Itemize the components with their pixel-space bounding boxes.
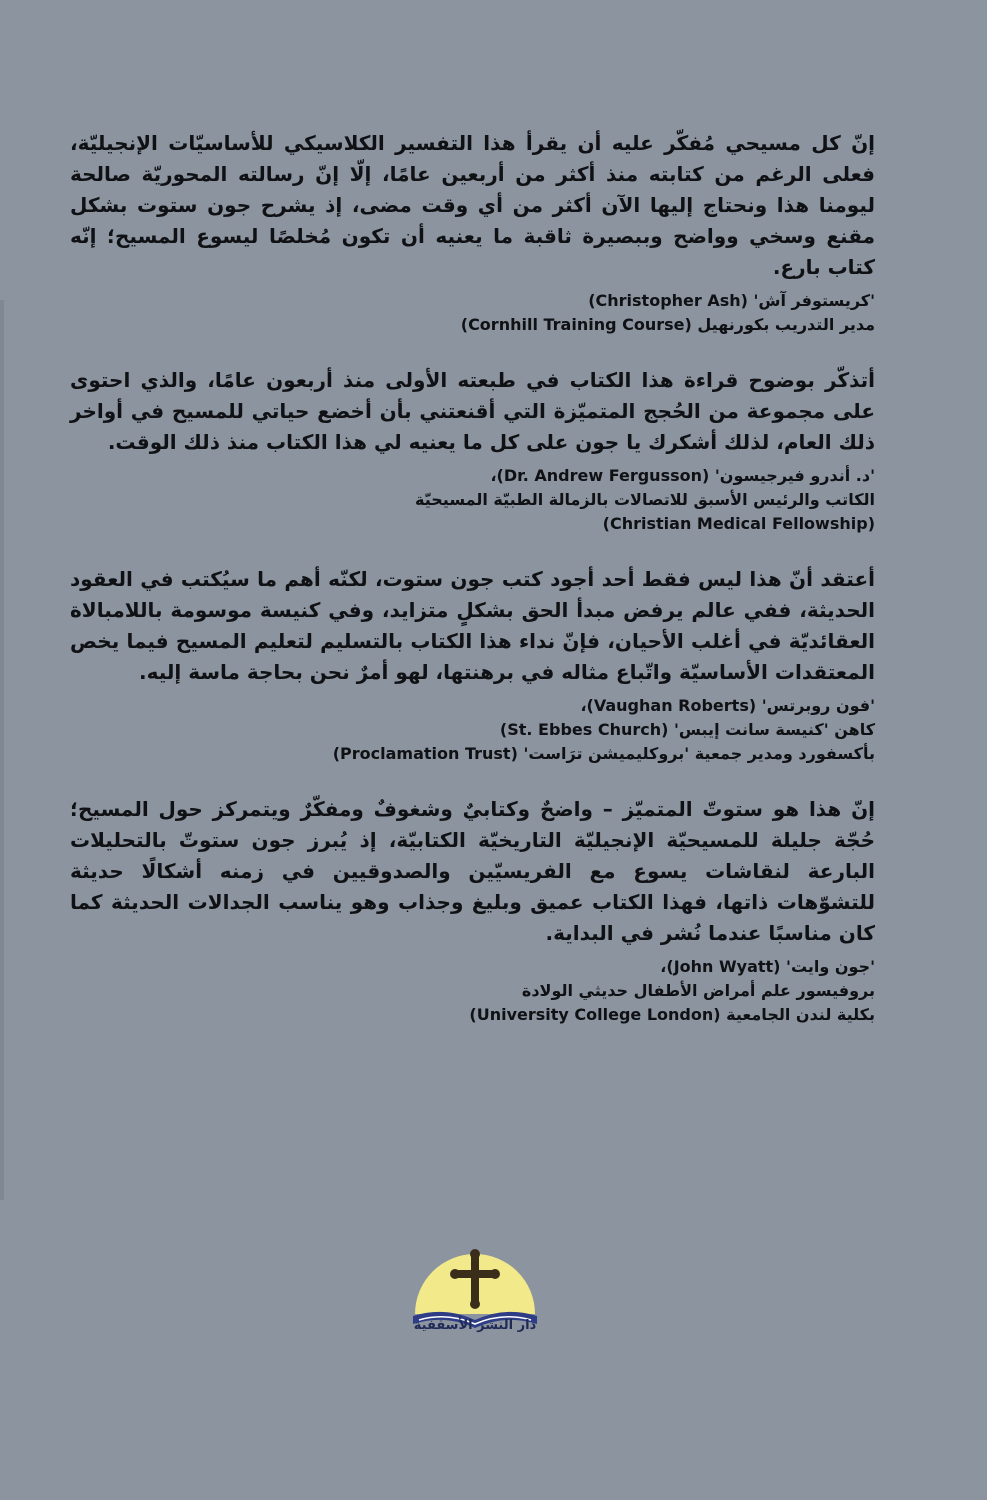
endorsement-2 xyxy=(70,365,875,536)
endorsement-attribution xyxy=(70,955,875,1027)
attribution-name: 'جون وايت' (John Wyatt)، xyxy=(660,957,875,976)
attribution-role: بروفيسور علم أمراض الأطفال حديثي الولادة xyxy=(521,981,875,1000)
attribution-name: 'د. أندرو فيرجيسون' (Dr. Andrew Fergusson)، xyxy=(490,466,875,485)
endorsement-text: إنّ كل مسيحي مُفكّر عليه أن يقرأ هذا التفسير الكلاسيكي للأساسيّات الإنجيليّة، فعلى الرغم من كتابته منذ أكثر من أربعين عامًا، إلّا إنّ رسالته المحوريّة صالحة ليومنا هذا ونحتاج إليها الآن أكثر من أي وقت مضى، إذ يشرح جون ستوت بشكل مقنع وسخي وواضح وببصيرة ثاقبة ما يعنيه أن تكون مُخلصًا ليسوع المسيح؛ إنّه كتاب بارع. xyxy=(70,131,875,279)
attribution-org: بكلية لندن الجامعية (University College London) xyxy=(469,1005,875,1024)
attribution-org: (Christian Medical Fellowship) xyxy=(602,514,875,533)
publisher-name: دار النشر الأسقفية xyxy=(413,1318,537,1333)
endorsement-1 xyxy=(70,128,875,337)
attribution-name: 'فون روبرتس' (Vaughan Roberts)، xyxy=(580,696,875,715)
attribution-role: مدير التدريب بكورنهيل (Cornhill Training Course) xyxy=(460,315,875,334)
endorsement-attribution xyxy=(70,289,875,337)
attribution-name: 'كريستوفر آش' (Christopher Ash) xyxy=(588,291,875,310)
endorsement-text: إنّ هذا هو ستوتّ المتميّز – واضحٌ وكتابيٌ وشغوفٌ ومفكّرٌ ويتمركز حول المسيح؛ حُجّة جليلة للمسيحيّة الإنجيليّة التاريخيّة الكتابيّة، إذ يُبرز جون ستوتّ بالتحليلات البارعة لنقاشات يسوع مع الفريسيّين والصدوقيين في زمنه أشكالًا حديثة للتشوّهات ذاتها، فهذا الكتاب عميق وبليغ وجذاب وهو يناسب الجدالات الحديثة كما كان مناسبًا عندما نُشر في البداية. xyxy=(70,797,875,945)
endorsement-attribution xyxy=(70,464,875,536)
attribution-role: كاهن 'كنيسة سانت إيبس' (St. Ebbes Church) xyxy=(499,720,875,739)
endorsement-text: أعتقد أنّ هذا ليس فقط أحد أجود كتب جون ستوت، لكنّه أهم ما سيُكتب في العقود الحديثة، ففي عالم يرفض مبدأ الحق بشكلٍ متزايد، وفي كنيسة موسومة باللامبالاة العقائديّة في أغلب الأحيان، فإنّ نداء هذا الكتاب بالتسليم لتعليم المسيح فيما يخص المعتقدات الأساسيّة واتّباع مثاله في برهنتها، لهو أمرٌ نحن بحاجة ماسة إليه. xyxy=(70,567,875,684)
attribution-org: بأكسفورد ومدير جمعية 'بروكليميشن ترَاست' (Proclamation Trust) xyxy=(332,744,875,763)
attribution-role: الكاتب والرئيس الأسبق للاتصالات بالزمالة الطبيّة المسيحيّة xyxy=(415,490,875,509)
endorsement-4 xyxy=(70,794,875,1027)
endorsement-3 xyxy=(70,564,875,766)
endorsement-text: أتذكّر بوضوح قراءة هذا الكتاب في طبعته الأولى منذ أربعون عامًا، والذي احتوى على مجموعة من الحُجج المتميّزة التي أقنعتني بأن أخضع حياتي للمسيح في أواخر ذلك العام، لذلك أشكرك يا جون على كل ما يعنيه لي هذا الكتاب منذ ذلك الوقت. xyxy=(70,368,875,454)
endorsements-section xyxy=(70,128,875,1055)
cover-edge xyxy=(0,300,4,1200)
endorsement-attribution xyxy=(70,694,875,766)
